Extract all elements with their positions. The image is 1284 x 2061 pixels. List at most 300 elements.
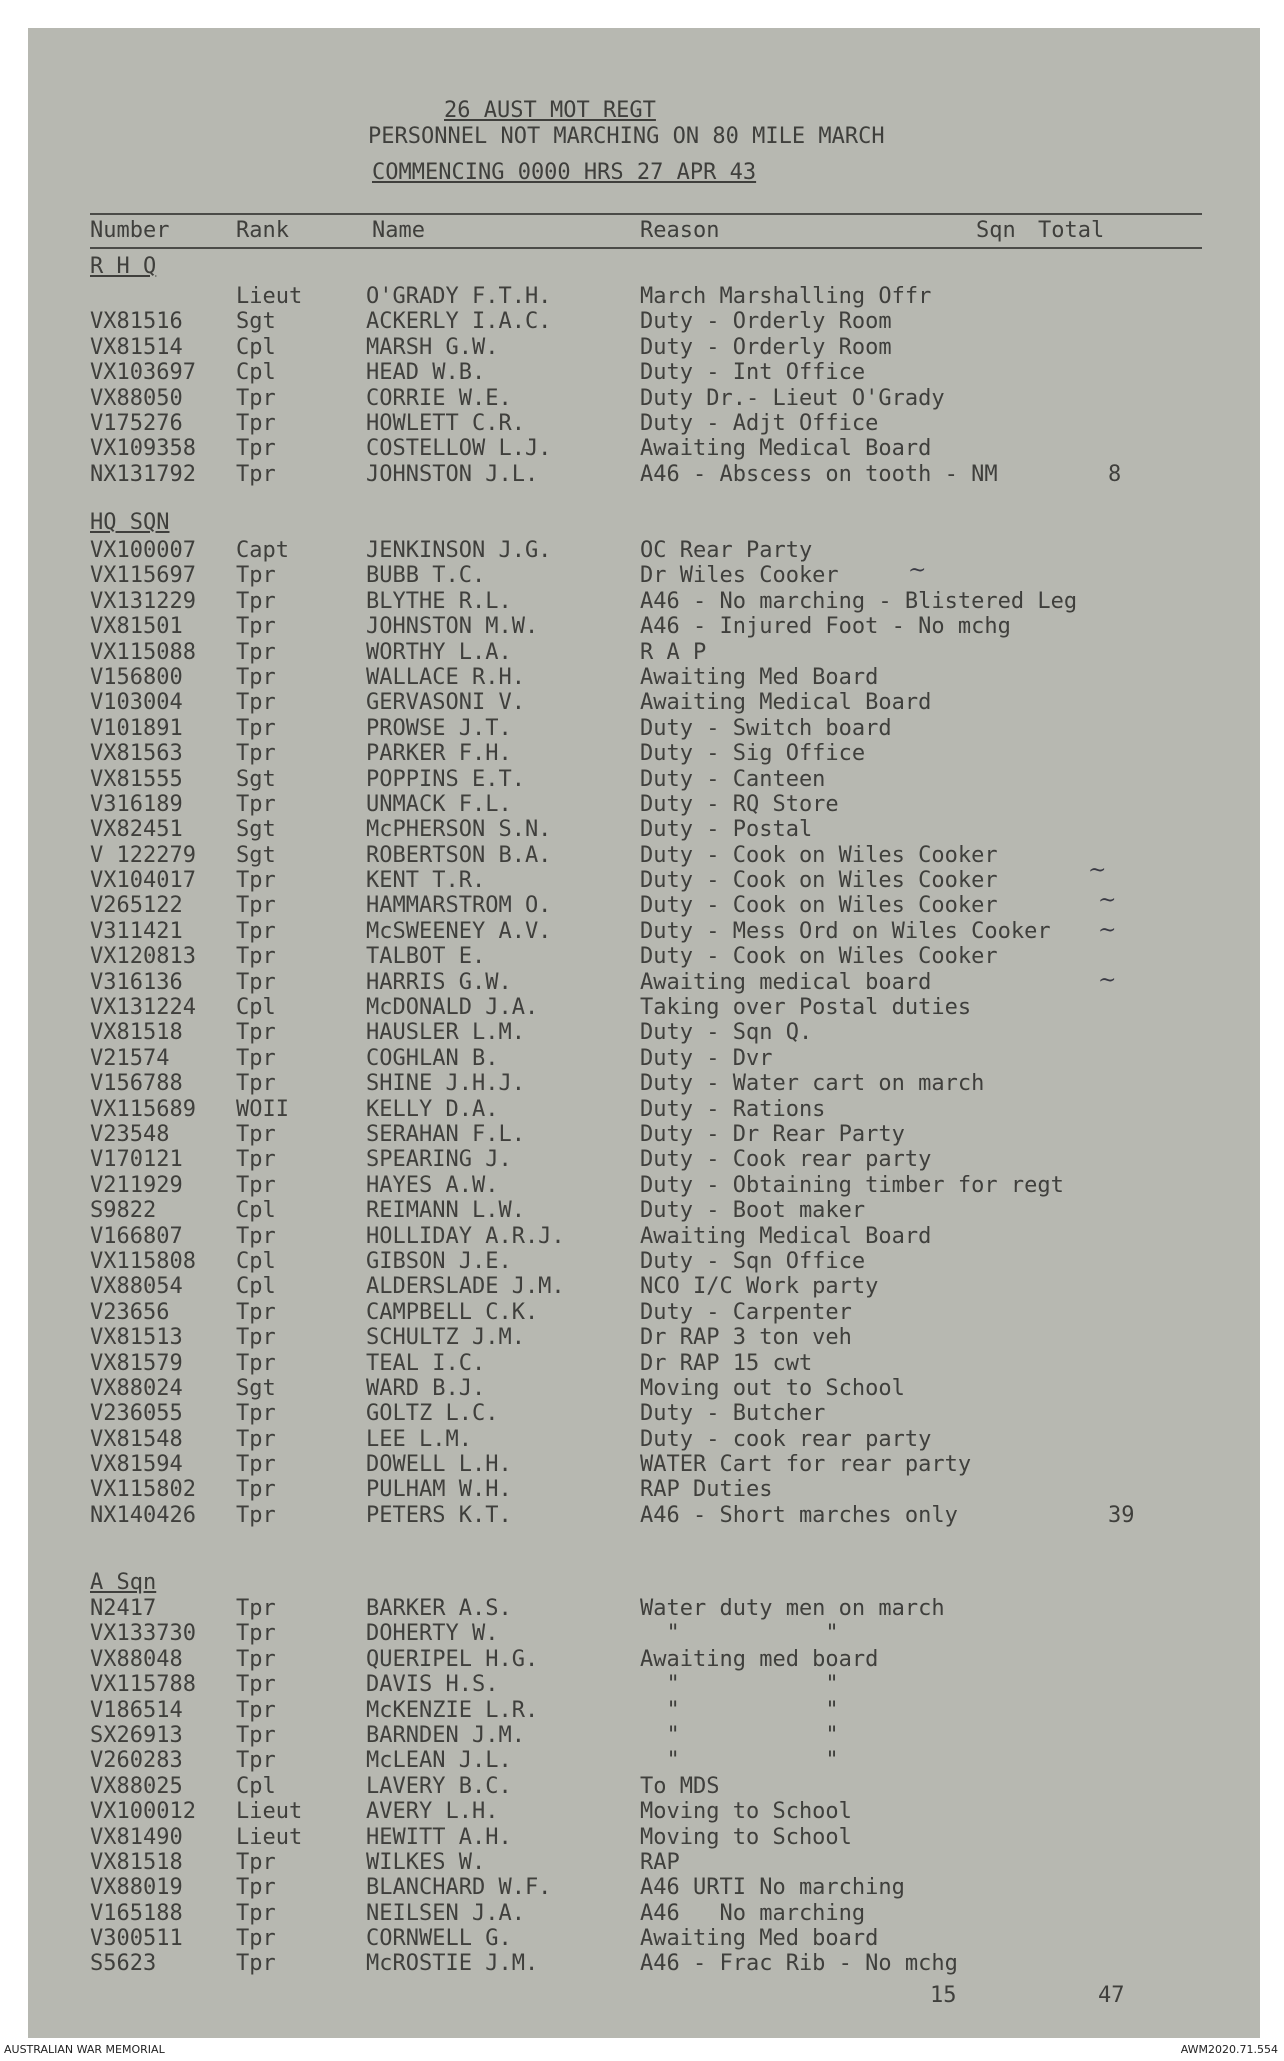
reason: Duty - Canteen xyxy=(640,766,826,792)
reason: Awaiting Med Board xyxy=(640,664,879,690)
column-header-reason: Reason xyxy=(640,218,720,243)
rank: Tpr xyxy=(236,1299,276,1325)
person-name: HOLLIDAY A.R.J. xyxy=(366,1223,565,1249)
section-heading-a-sqn: A Sqn xyxy=(90,1570,157,1595)
person-name: McROSTIE J.M. xyxy=(366,1951,539,1977)
table-row xyxy=(28,335,1260,360)
service-number: VX109358 xyxy=(90,436,196,462)
rank: Tpr xyxy=(236,1452,276,1478)
person-name: HEWITT A.H. xyxy=(366,1824,512,1850)
table-row xyxy=(28,1173,1260,1198)
rank: Tpr xyxy=(236,461,276,487)
reason: Moving to School xyxy=(640,1824,852,1850)
table-row xyxy=(28,1224,1260,1249)
reason: WATER Cart for rear party xyxy=(640,1452,972,1478)
person-name: UNMACK F.L. xyxy=(366,791,512,817)
reason: " " xyxy=(640,1672,839,1698)
person-name: CORRIE W.E. xyxy=(366,385,512,411)
person-name: WALLACE R.H. xyxy=(366,664,525,690)
rank: Capt xyxy=(236,538,289,563)
table-row xyxy=(28,1875,1260,1900)
table-row xyxy=(28,640,1260,665)
service-number: V21574 xyxy=(90,1045,170,1071)
person-name: BLYTHE R.L. xyxy=(366,588,512,614)
rank: Tpr xyxy=(236,1748,276,1774)
service-number: VX81594 xyxy=(90,1452,183,1478)
service-number: V101891 xyxy=(90,715,183,741)
reason: A46 - Abscess on tooth - NM xyxy=(640,461,998,487)
rank: Tpr xyxy=(236,1071,276,1097)
rank: Tpr xyxy=(236,1121,276,1147)
rank: Tpr xyxy=(236,868,276,894)
rank: Tpr xyxy=(236,1223,276,1249)
service-number: V311421 xyxy=(90,918,183,944)
rank: Tpr xyxy=(236,1172,276,1198)
service-number: V186514 xyxy=(90,1697,183,1723)
service-number: V156800 xyxy=(90,664,183,690)
document-title: 26 AUST MOT REGT xyxy=(444,98,656,123)
person-name: LEE L.M. xyxy=(366,1426,472,1452)
service-number: V211929 xyxy=(90,1172,183,1198)
person-name: McLEAN J.L. xyxy=(366,1748,512,1774)
table-row xyxy=(28,1901,1260,1926)
rank: Lieut xyxy=(236,284,303,309)
person-name: WILKES W. xyxy=(366,1849,486,1875)
reason: A46 - Frac Rib - No mchg xyxy=(640,1951,958,1977)
reason: A46 - No marching - Blistered Leg xyxy=(640,588,1078,614)
service-number: VX115808 xyxy=(90,1248,196,1274)
person-name: McPHERSON S.N. xyxy=(366,817,552,843)
rank: Cpl xyxy=(236,995,276,1021)
table-row xyxy=(28,919,1260,944)
person-name: NEILSEN J.A. xyxy=(366,1900,525,1926)
person-name: JOHNSTON J.L. xyxy=(366,461,539,487)
reason: Water duty men on march xyxy=(640,1596,945,1621)
person-name: WORTHY L.A. xyxy=(366,639,512,665)
service-number: VX81513 xyxy=(90,1325,183,1351)
rank: Cpl xyxy=(236,334,276,360)
service-number: VX81490 xyxy=(90,1824,183,1850)
table-row xyxy=(28,665,1260,690)
service-number: N2417 xyxy=(90,1596,157,1621)
reason: Duty - Cook on Wiles Cooker xyxy=(640,893,998,919)
rank: Tpr xyxy=(236,893,276,919)
rank: WOII xyxy=(236,1096,289,1122)
service-number: VX81518 xyxy=(90,1020,183,1046)
document-date-line: COMMENCING 0000 HRS 27 APR 43 xyxy=(372,160,757,185)
reason: Awaiting medical board xyxy=(640,969,932,995)
section-heading-hq-sqn: HQ SQN xyxy=(90,510,170,535)
service-number: V 122279 xyxy=(90,842,196,868)
column-header-total: Total xyxy=(1038,218,1105,243)
table-row xyxy=(28,1926,1260,1951)
reason: A46 - Short marches only xyxy=(640,1502,958,1528)
person-name: SCHULTZ J.M. xyxy=(366,1325,525,1351)
handwritten-tick-mark: ~ xyxy=(908,558,927,583)
service-number: V316136 xyxy=(90,969,183,995)
person-name: TEAL I.C. xyxy=(366,1350,486,1376)
table-row xyxy=(28,411,1260,436)
service-number: VX104017 xyxy=(90,868,196,894)
table-row xyxy=(28,868,1260,893)
service-number: V166807 xyxy=(90,1223,183,1249)
person-name: ACKERLY I.A.C. xyxy=(366,309,552,335)
reason: " " xyxy=(640,1697,839,1723)
person-name: CAMPBELL C.K. xyxy=(366,1299,539,1325)
table-row xyxy=(28,360,1260,385)
table-row xyxy=(28,309,1260,334)
table-row xyxy=(28,792,1260,817)
table-row xyxy=(28,1452,1260,1477)
reason: " " xyxy=(640,1748,839,1774)
person-name: DAVIS H.S. xyxy=(366,1672,499,1698)
person-name: MARSH G.W. xyxy=(366,334,499,360)
person-name: POPPINS E.T. xyxy=(366,766,525,792)
reason: Dr RAP 3 ton veh xyxy=(640,1325,852,1351)
table-row xyxy=(28,1503,1260,1528)
a-sqn-total: 47 xyxy=(1098,1983,1125,2008)
table-row xyxy=(28,538,1260,563)
reason: Duty - Butcher xyxy=(640,1401,826,1427)
table-row xyxy=(28,944,1260,969)
service-number: VX115802 xyxy=(90,1477,196,1503)
table-row xyxy=(28,1325,1260,1350)
person-name: REIMANN L.W. xyxy=(366,1198,525,1224)
table-row xyxy=(28,1376,1260,1401)
person-name: HAYES A.W. xyxy=(366,1172,499,1198)
table-row xyxy=(28,284,1260,309)
person-name: McDONALD J.A. xyxy=(366,995,539,1021)
table-row xyxy=(28,1672,1260,1697)
reason: Duty - Rations xyxy=(640,1096,826,1122)
service-number: VX115788 xyxy=(90,1672,196,1698)
table-row xyxy=(28,1774,1260,1799)
service-number: V23548 xyxy=(90,1121,170,1147)
table-row xyxy=(28,1071,1260,1096)
rank: Tpr xyxy=(236,664,276,690)
reason: Duty - Cook on Wiles Cooker xyxy=(640,868,998,894)
table-row xyxy=(28,893,1260,918)
person-name: GERVASONI V. xyxy=(366,690,525,716)
rank: Tpr xyxy=(236,918,276,944)
person-name: PARKER F.H. xyxy=(366,741,512,767)
rank: Tpr xyxy=(236,385,276,411)
person-name: BARNDEN J.M. xyxy=(366,1722,525,1748)
person-name: HAUSLER L.M. xyxy=(366,1020,525,1046)
service-number: VX82451 xyxy=(90,817,183,843)
person-name: PULHAM W.H. xyxy=(366,1477,512,1503)
column-header-rank: Rank xyxy=(236,218,289,243)
person-name: JENKINSON J.G. xyxy=(366,538,552,563)
person-name: McSWEENEY A.V. xyxy=(366,918,552,944)
person-name: KELLY D.A. xyxy=(366,1096,499,1122)
service-number: V236055 xyxy=(90,1401,183,1427)
person-name: HAMMARSTROM O. xyxy=(366,893,552,919)
table-row xyxy=(28,1351,1260,1376)
service-number: VX131229 xyxy=(90,588,196,614)
reason: Duty - Orderly Room xyxy=(640,309,892,335)
table-row xyxy=(28,1401,1260,1426)
rank: Tpr xyxy=(236,741,276,767)
table-row xyxy=(28,1799,1260,1824)
reason: Dr RAP 15 cwt xyxy=(640,1350,813,1376)
document-subtitle: PERSONNEL NOT MARCHING ON 80 MILE MARCH xyxy=(368,124,885,149)
reason: Duty - Sqn Office xyxy=(640,1248,866,1274)
table-row xyxy=(28,1249,1260,1274)
person-name: ALDERSLADE J.M. xyxy=(366,1274,565,1300)
service-number: VX115697 xyxy=(90,563,196,589)
person-name: PROWSE J.T. xyxy=(366,715,512,741)
reason: Duty - Int Office xyxy=(640,360,866,386)
footer-reference: AWM2020.71.554 xyxy=(1180,2043,1278,2056)
reason: Duty - RQ Store xyxy=(640,791,839,817)
service-number: VX81514 xyxy=(90,334,183,360)
rank: Tpr xyxy=(236,1926,276,1952)
rank: Tpr xyxy=(236,1596,276,1621)
person-name: WARD B.J. xyxy=(366,1375,486,1401)
rank: Tpr xyxy=(236,1401,276,1427)
reason: A46 URTI No marching xyxy=(640,1875,905,1901)
rank: Tpr xyxy=(236,1020,276,1046)
person-name: HEAD W.B. xyxy=(366,360,486,386)
service-number: VX88050 xyxy=(90,385,183,411)
reason: Awaiting Medical Board xyxy=(640,436,932,462)
a-sqn-count: 15 xyxy=(930,1983,957,2008)
table-row xyxy=(28,1951,1260,1976)
reason: Moving out to School xyxy=(640,1375,905,1401)
reason: March Marshalling Offr xyxy=(640,284,932,309)
service-number: VX120813 xyxy=(90,944,196,970)
table-row xyxy=(28,970,1260,995)
section-heading-rhq: R H Q xyxy=(90,254,157,279)
table-row xyxy=(28,1698,1260,1723)
person-name: TALBOT E. xyxy=(366,944,486,970)
service-number: V156788 xyxy=(90,1071,183,1097)
service-number: SX26913 xyxy=(90,1722,183,1748)
rank: Cpl xyxy=(236,1248,276,1274)
reason: Awaiting Medical Board xyxy=(640,1223,932,1249)
table-row xyxy=(28,1198,1260,1223)
column-header-number: Number xyxy=(90,218,170,243)
rank: Sgt xyxy=(236,766,276,792)
column-header-name: Name xyxy=(372,218,425,243)
rank: Tpr xyxy=(236,1875,276,1901)
person-name: DOWELL L.H. xyxy=(366,1452,512,1478)
reason: To MDS xyxy=(640,1773,720,1799)
rank: Tpr xyxy=(236,1621,276,1647)
service-number: VX100012 xyxy=(90,1799,196,1825)
person-name: PETERS K.T. xyxy=(366,1502,512,1528)
table-row xyxy=(28,716,1260,741)
section-total: 39 xyxy=(1108,1502,1135,1528)
reason: Awaiting med board xyxy=(640,1646,879,1672)
rank: Tpr xyxy=(236,791,276,817)
table-row xyxy=(28,614,1260,639)
column-header-sqn: Sqn xyxy=(976,218,1016,243)
service-number: V103004 xyxy=(90,690,183,716)
reason: Moving to School xyxy=(640,1799,852,1825)
section-rows-rhq xyxy=(28,284,1260,487)
service-number: VX103697 xyxy=(90,360,196,386)
person-name: SPEARING J. xyxy=(366,1147,512,1173)
service-number: VX81501 xyxy=(90,614,183,640)
service-number: S5623 xyxy=(90,1951,157,1977)
table-row xyxy=(28,1477,1260,1502)
person-name: COSTELLOW L.J. xyxy=(366,436,552,462)
service-number: VX88019 xyxy=(90,1875,183,1901)
reason: A46 No marching xyxy=(640,1900,866,1926)
person-name: JOHNSTON M.W. xyxy=(366,614,539,640)
footer-institution: AUSTRALIAN WAR MEMORIAL xyxy=(4,2043,165,2056)
service-number: V170121 xyxy=(90,1147,183,1173)
rank: Tpr xyxy=(236,1697,276,1723)
header-rule-bottom xyxy=(90,247,1202,249)
service-number: VX81548 xyxy=(90,1426,183,1452)
person-name: GOLTZ L.C. xyxy=(366,1401,499,1427)
rank: Tpr xyxy=(236,1045,276,1071)
rank: Tpr xyxy=(236,1722,276,1748)
rank: Tpr xyxy=(236,410,276,436)
table-row xyxy=(28,1122,1260,1147)
service-number: VX81579 xyxy=(90,1350,183,1376)
table-row xyxy=(28,1097,1260,1122)
rank: Lieut xyxy=(236,1799,303,1825)
rank: Tpr xyxy=(236,1951,276,1977)
rank: Tpr xyxy=(236,1350,276,1376)
service-number: NX140426 xyxy=(90,1502,196,1528)
table-row xyxy=(28,1274,1260,1299)
reason: Duty - Dvr xyxy=(640,1045,773,1071)
reason: Dr Wiles Cooker xyxy=(640,563,839,589)
table-row xyxy=(28,1621,1260,1646)
handwritten-tick-mark: ~ xyxy=(1098,968,1117,993)
rank: Tpr xyxy=(236,1900,276,1926)
reason: Duty - Orderly Room xyxy=(640,334,892,360)
document-sheet xyxy=(28,28,1260,2038)
reason: Awaiting Medical Board xyxy=(640,690,932,716)
person-name: KENT T.R. xyxy=(366,868,486,894)
table-row xyxy=(28,1647,1260,1672)
handwritten-tick-mark: ~ xyxy=(1098,888,1117,913)
reason: Duty - Sqn Q. xyxy=(640,1020,813,1046)
service-number: V165188 xyxy=(90,1900,183,1926)
table-row xyxy=(28,436,1260,461)
reason: Duty - Carpenter xyxy=(640,1299,852,1325)
rank: Tpr xyxy=(236,1672,276,1698)
reason: OC Rear Party xyxy=(640,538,813,563)
person-name: HOWLETT C.R. xyxy=(366,410,525,436)
table-row xyxy=(28,817,1260,842)
rank: Tpr xyxy=(236,715,276,741)
rank: Tpr xyxy=(236,436,276,462)
person-name: QUERIPEL H.G. xyxy=(366,1646,539,1672)
table-row xyxy=(28,462,1260,487)
service-number: VX115689 xyxy=(90,1096,196,1122)
rank: Tpr xyxy=(236,1646,276,1672)
reason: Duty - Postal xyxy=(640,817,813,843)
reason: Duty Dr.- Lieut O'Grady xyxy=(640,385,945,411)
table-row xyxy=(28,1147,1260,1172)
reason: Duty - Cook rear party xyxy=(640,1147,932,1173)
person-name: LAVERY B.C. xyxy=(366,1773,512,1799)
table-row xyxy=(28,1046,1260,1071)
rank: Sgt xyxy=(236,1375,276,1401)
table-row xyxy=(28,1825,1260,1850)
section-rows-a-sqn xyxy=(28,1596,1260,1977)
service-number: NX131792 xyxy=(90,461,196,487)
rank: Cpl xyxy=(236,1198,276,1224)
person-name: BLANCHARD W.F. xyxy=(366,1875,552,1901)
table-row xyxy=(28,386,1260,411)
table-row xyxy=(28,563,1260,588)
rank: Sgt xyxy=(236,817,276,843)
reason: Taking over Postal duties xyxy=(640,995,972,1021)
reason: Duty - Cook on Wiles Cooker xyxy=(640,944,998,970)
rank: Sgt xyxy=(236,842,276,868)
person-name: O'GRADY F.T.H. xyxy=(366,284,552,309)
table-row xyxy=(28,1748,1260,1773)
service-number: VX88025 xyxy=(90,1773,183,1799)
table-row xyxy=(28,589,1260,614)
rank: Tpr xyxy=(236,1477,276,1503)
reason: Duty - Water cart on march xyxy=(640,1071,985,1097)
table-row xyxy=(28,1723,1260,1748)
reason: Duty - Dr Rear Party xyxy=(640,1121,905,1147)
header-rule-top xyxy=(90,213,1202,215)
person-name: AVERY L.H. xyxy=(366,1799,499,1825)
service-number: VX115088 xyxy=(90,639,196,665)
rank: Tpr xyxy=(236,563,276,589)
reason: Duty - Boot maker xyxy=(640,1198,866,1224)
rank: Tpr xyxy=(236,1502,276,1528)
person-name: McKENZIE L.R. xyxy=(366,1697,539,1723)
rank: Tpr xyxy=(236,614,276,640)
archive-footer xyxy=(0,2038,1284,2061)
table-row xyxy=(28,1596,1260,1621)
table-row xyxy=(28,690,1260,715)
person-name: HARRIS G.W. xyxy=(366,969,512,995)
rank: Tpr xyxy=(236,639,276,665)
column-header-row xyxy=(28,218,1260,246)
rank: Cpl xyxy=(236,1274,276,1300)
reason: Duty - Obtaining timber for regt xyxy=(640,1172,1064,1198)
rank: Cpl xyxy=(236,360,276,386)
handwritten-tick-mark: ~ xyxy=(1098,918,1117,943)
person-name: COGHLAN B. xyxy=(366,1045,499,1071)
service-number: VX81518 xyxy=(90,1849,183,1875)
reason: A46 - Injured Foot - No mchg xyxy=(640,614,1011,640)
rank: Cpl xyxy=(236,1773,276,1799)
service-number: VX88054 xyxy=(90,1274,183,1300)
reason: Duty - Mess Ord on Wiles Cooker xyxy=(640,918,1051,944)
rank: Tpr xyxy=(236,1849,276,1875)
service-number: V23656 xyxy=(90,1299,170,1325)
service-number: VX88024 xyxy=(90,1375,183,1401)
service-number: V316189 xyxy=(90,791,183,817)
reason: Duty - cook rear party xyxy=(640,1426,932,1452)
table-row xyxy=(28,1427,1260,1452)
service-number: VX81555 xyxy=(90,766,183,792)
person-name: BUBB T.C. xyxy=(366,563,486,589)
reason: Duty - Cook on Wiles Cooker xyxy=(640,842,998,868)
reason: Duty - Switch board xyxy=(640,715,892,741)
rank: Tpr xyxy=(236,1426,276,1452)
service-number: V300511 xyxy=(90,1926,183,1952)
table-row xyxy=(28,767,1260,792)
service-number: VX81563 xyxy=(90,741,183,767)
rank: Tpr xyxy=(236,588,276,614)
rank: Tpr xyxy=(236,944,276,970)
